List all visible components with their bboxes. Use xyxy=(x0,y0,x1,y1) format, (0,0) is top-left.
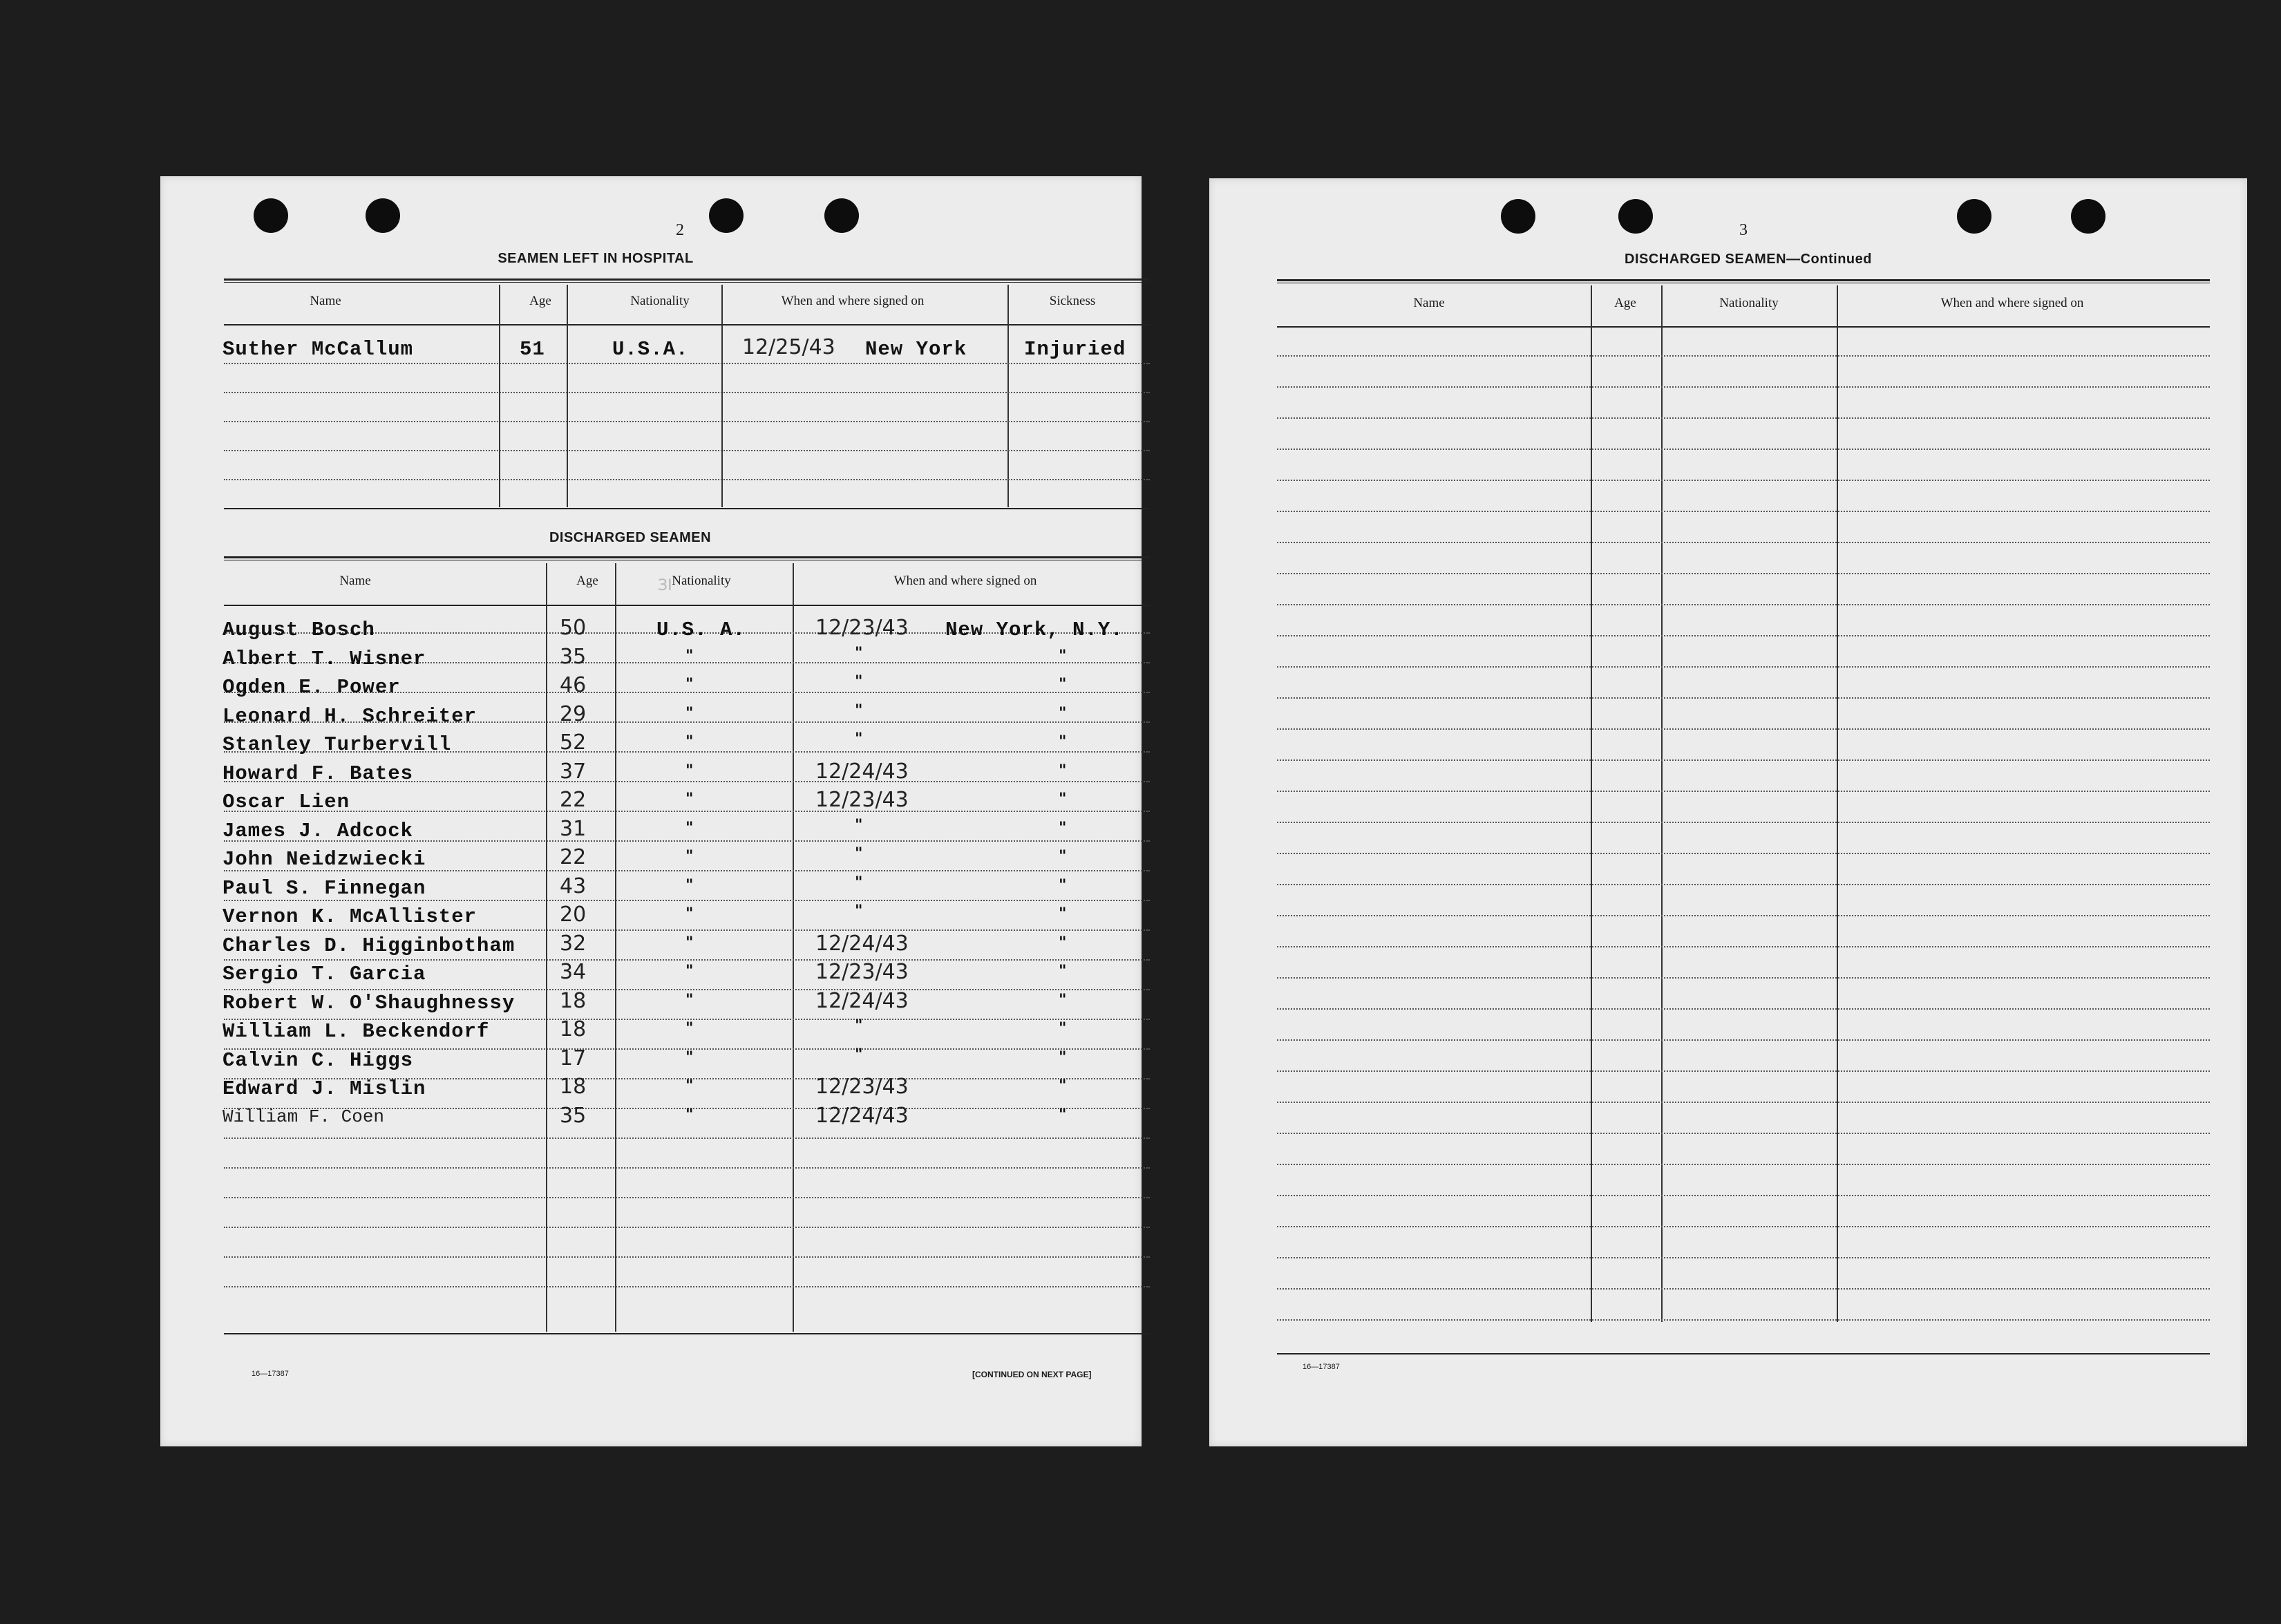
seaman-nationality: " xyxy=(685,676,694,693)
seaman-signed-place: " xyxy=(1059,676,1067,693)
seaman-name: William L. Beckendorf xyxy=(223,1020,490,1043)
seaman-nationality: " xyxy=(685,848,694,865)
ruled-line xyxy=(1277,542,2210,543)
seaman-signed-date: " xyxy=(855,730,863,748)
seaman-signed-place: " xyxy=(1059,705,1067,722)
seaman-age: 18 xyxy=(560,1017,587,1041)
hospital-name: Suther McCallum xyxy=(223,338,414,361)
seaman-signed-place: " xyxy=(1059,848,1067,865)
seaman-signed-place: New York, N.Y. xyxy=(945,619,1124,641)
seaman-name: August Bosch xyxy=(223,619,375,641)
page-number: 2 xyxy=(676,221,684,239)
seaman-signed-date: " xyxy=(855,1017,863,1035)
seaman-signed-place: " xyxy=(1059,791,1067,808)
ruled-line xyxy=(1277,791,2210,792)
ruled-line xyxy=(1277,697,2210,699)
ruled-line xyxy=(1277,853,2210,854)
ruled-line xyxy=(1277,1195,2210,1196)
seaman-signed-date: 12/23/43 xyxy=(815,960,909,984)
seaman-age: 18 xyxy=(560,989,587,1013)
seaman-signed-place: " xyxy=(1059,877,1067,894)
seaman-name: Howard F. Bates xyxy=(223,762,414,785)
column-header-name: Name xyxy=(339,574,371,588)
hospital-place: New York xyxy=(865,338,967,361)
seaman-signed-date: 12/23/43 xyxy=(815,616,909,640)
seaman-nationality: " xyxy=(685,762,694,780)
seaman-signed-date: " xyxy=(855,817,863,834)
ruled-line xyxy=(1277,915,2210,916)
ruled-line xyxy=(1277,511,2210,512)
ruled-line xyxy=(1277,386,2210,388)
column-header-sickness: Sickness xyxy=(1049,294,1096,308)
seaman-nationality: " xyxy=(685,820,694,837)
seaman-name: Charles D. Higginbotham xyxy=(223,934,515,957)
seaman-signed-place: " xyxy=(1059,762,1067,780)
seaman-signed-date: " xyxy=(855,673,863,690)
seaman-name: Leonard H. Schreiter xyxy=(223,705,477,728)
seaman-signed-place: " xyxy=(1059,934,1067,952)
ruled-line xyxy=(1277,1226,2210,1227)
seaman-age: 22 xyxy=(560,788,587,812)
table-rule xyxy=(224,605,1150,606)
seaman-signed-date: " xyxy=(855,645,863,662)
ruled-line xyxy=(224,1286,1150,1287)
punch-hole xyxy=(254,198,288,233)
ruled-line xyxy=(224,450,1150,451)
seaman-signed-place: " xyxy=(1059,648,1067,665)
column-header-name: Name xyxy=(1413,296,1445,310)
table-rule xyxy=(224,508,1150,509)
seaman-nationality: " xyxy=(685,1077,694,1095)
seaman-signed-place: " xyxy=(1059,905,1067,923)
seaman-name: Oscar Lien xyxy=(223,791,350,813)
table-rule xyxy=(224,278,1150,283)
form-code: 16—17387 xyxy=(252,1370,289,1378)
seaman-nationality: " xyxy=(685,963,694,980)
seaman-age: 31 xyxy=(560,817,587,841)
column-header-signed-on: When and where signed on xyxy=(1940,296,2084,310)
column-divider xyxy=(615,563,616,1332)
seaman-signed-date: " xyxy=(855,874,863,891)
seaman-signed-date: 12/24/43 xyxy=(815,932,909,956)
punch-hole xyxy=(366,198,400,233)
ruled-line xyxy=(1277,666,2210,668)
hospital-age: 51 xyxy=(520,338,545,361)
seaman-name: Robert W. O'Shaughnessy xyxy=(223,992,515,1014)
page-number: 3 xyxy=(1739,221,1748,239)
seaman-signed-date: 12/24/43 xyxy=(815,1104,909,1128)
ruled-line xyxy=(1277,1257,2210,1258)
ruled-line xyxy=(1277,1008,2210,1010)
column-header-signed-on: When and where signed on xyxy=(781,294,925,308)
punch-hole xyxy=(1618,199,1653,234)
column-header-age: Age xyxy=(1614,296,1636,310)
form-code: 16—17387 xyxy=(1303,1363,1340,1371)
column-divider xyxy=(546,563,547,1332)
column-header-name: Name xyxy=(310,294,341,308)
hospital-section-title: SEAMEN LEFT IN HOSPITAL xyxy=(498,251,694,266)
seaman-age: 37 xyxy=(560,759,587,784)
discharged-section-title: DISCHARGED SEAMEN xyxy=(549,530,712,545)
right-page xyxy=(1209,178,2247,1446)
table-rule xyxy=(224,556,1150,560)
column-divider xyxy=(721,285,723,507)
column-header-age: Age xyxy=(576,574,598,588)
seaman-name: James J. Adcock xyxy=(223,820,414,842)
seaman-nationality: " xyxy=(685,791,694,808)
seaman-name: Albert T. Wisner xyxy=(223,648,426,670)
ruled-line xyxy=(1277,728,2210,730)
ruled-line xyxy=(1277,977,2210,979)
seaman-nationality: " xyxy=(685,877,694,894)
ruled-line xyxy=(224,479,1150,480)
table-rule xyxy=(224,1333,1150,1334)
seaman-name: Stanley Turbervill xyxy=(223,733,452,756)
column-header-nationality: Nationality xyxy=(672,574,731,588)
hospital-sickness: Injuried xyxy=(1024,338,1126,361)
ruled-line xyxy=(1277,480,2210,481)
seaman-name: Sergio T. Garcia xyxy=(223,963,426,985)
column-header-nationality: Nationality xyxy=(1719,296,1779,310)
seaman-signed-date: 12/24/43 xyxy=(815,989,909,1013)
ruled-line xyxy=(1277,635,2210,636)
punch-hole xyxy=(709,198,744,233)
ruled-line xyxy=(224,989,1150,990)
seaman-age: 46 xyxy=(560,673,587,697)
seaman-signed-date: " xyxy=(855,702,863,719)
seaman-age: 20 xyxy=(560,903,587,927)
ruled-line xyxy=(224,1167,1150,1169)
seaman-signed-place: " xyxy=(1059,820,1067,837)
ruled-line xyxy=(224,1137,1150,1139)
seaman-age: 29 xyxy=(560,702,587,726)
hospital-nationality: U.S.A. xyxy=(612,338,689,361)
seaman-age: 35 xyxy=(560,645,587,669)
seaman-name: William F. Coen xyxy=(223,1106,385,1127)
seaman-nationality: " xyxy=(685,1049,694,1066)
ruled-line xyxy=(1277,355,2210,357)
ruled-line xyxy=(224,1197,1150,1198)
column-header-nationality: Nationality xyxy=(630,294,690,308)
seaman-signed-date: " xyxy=(855,1046,863,1064)
seaman-nationality: " xyxy=(685,733,694,750)
column-divider xyxy=(1837,285,1838,1322)
ruled-line xyxy=(1277,573,2210,574)
seaman-age: 34 xyxy=(560,960,587,984)
seaman-signed-place: " xyxy=(1059,1020,1067,1037)
seaman-name: Vernon K. McAllister xyxy=(223,905,477,928)
seaman-age: 35 xyxy=(560,1104,587,1128)
ruled-line xyxy=(1277,604,2210,605)
seaman-age: 52 xyxy=(560,730,587,755)
ruled-line xyxy=(224,421,1150,422)
seaman-nationality: " xyxy=(685,1106,694,1124)
seaman-age: 22 xyxy=(560,845,587,869)
ruled-line xyxy=(1277,449,2210,450)
seaman-signed-place: " xyxy=(1059,963,1067,980)
ruled-line xyxy=(224,392,1150,393)
left-page xyxy=(160,176,1142,1446)
seaman-name: John Neidzwiecki xyxy=(223,848,426,871)
seaman-signed-date: " xyxy=(855,903,863,920)
ruled-line xyxy=(224,959,1150,961)
seaman-signed-place: " xyxy=(1059,1077,1067,1095)
punch-hole xyxy=(1501,199,1535,234)
ruled-line xyxy=(1277,822,2210,823)
column-header-signed-on: When and where signed on xyxy=(893,574,1037,588)
ruled-line xyxy=(224,929,1150,931)
ruled-line xyxy=(1277,1288,2210,1290)
seaman-nationality: U.S. A. xyxy=(656,619,746,641)
seaman-signed-date: " xyxy=(855,845,863,862)
hospital-date: 12/25/43 xyxy=(742,335,835,359)
seaman-age: 50 xyxy=(560,616,587,640)
seaman-name: Edward J. Mislin xyxy=(223,1077,426,1100)
ruled-line xyxy=(1277,1102,2210,1103)
seaman-nationality: " xyxy=(685,905,694,923)
column-divider xyxy=(1591,285,1592,1322)
seaman-nationality: " xyxy=(685,934,694,952)
column-header-age: Age xyxy=(529,294,551,308)
discharged-continued-title xyxy=(1569,252,1928,267)
seaman-age: 32 xyxy=(560,932,587,956)
seaman-signed-date: 12/23/43 xyxy=(815,1075,909,1099)
seaman-nationality: " xyxy=(685,705,694,722)
ruled-line xyxy=(224,811,1150,812)
ruled-line xyxy=(224,1227,1150,1228)
seaman-age: 18 xyxy=(560,1075,587,1099)
seaman-signed-place: " xyxy=(1059,992,1067,1009)
seaman-name: Ogden E. Power xyxy=(223,676,401,699)
table-rule xyxy=(224,324,1150,325)
seaman-signed-date: 12/24/43 xyxy=(815,759,909,784)
table-rule xyxy=(1277,1353,2210,1354)
ruled-line xyxy=(1277,1319,2210,1321)
continued-note: [CONTINUED ON NEXT PAGE] xyxy=(972,1370,1092,1379)
ruled-line xyxy=(224,900,1150,901)
column-divider xyxy=(567,285,568,507)
seaman-signed-date: 12/23/43 xyxy=(815,788,909,812)
seaman-name: Calvin C. Higgs xyxy=(223,1049,414,1072)
column-divider xyxy=(1661,285,1663,1322)
ruled-line xyxy=(1277,417,2210,419)
seaman-name: Paul S. Finnegan xyxy=(223,877,426,900)
ruled-line xyxy=(1277,1070,2210,1072)
punch-hole xyxy=(2071,199,2105,234)
punch-hole xyxy=(1957,199,1991,234)
column-divider xyxy=(499,285,500,507)
ruled-line xyxy=(224,363,1150,364)
seaman-age: 43 xyxy=(560,874,587,898)
title-suffix: —Continued xyxy=(1786,252,1872,267)
seaman-signed-place: " xyxy=(1059,1049,1067,1066)
seaman-nationality: " xyxy=(685,992,694,1009)
seaman-nationality: " xyxy=(685,1020,694,1037)
seaman-signed-place: " xyxy=(1059,733,1067,750)
table-rule xyxy=(1277,279,2210,283)
punch-hole xyxy=(824,198,859,233)
ruled-line xyxy=(1277,1039,2210,1041)
stray-mark: ЗI xyxy=(658,577,672,594)
ruled-line xyxy=(1277,1133,2210,1134)
ruled-line xyxy=(1277,884,2210,885)
column-divider xyxy=(1007,285,1009,507)
ruled-line xyxy=(1277,946,2210,947)
title-text: DISCHARGED SEAMEN xyxy=(1625,252,1787,267)
ruled-line xyxy=(1277,759,2210,761)
seaman-nationality: " xyxy=(685,648,694,665)
column-divider xyxy=(793,563,794,1332)
table-rule xyxy=(1277,326,2210,328)
ruled-line xyxy=(224,1256,1150,1258)
seaman-age: 17 xyxy=(560,1046,587,1070)
ruled-line xyxy=(1277,1164,2210,1165)
seaman-signed-place: " xyxy=(1059,1106,1067,1124)
